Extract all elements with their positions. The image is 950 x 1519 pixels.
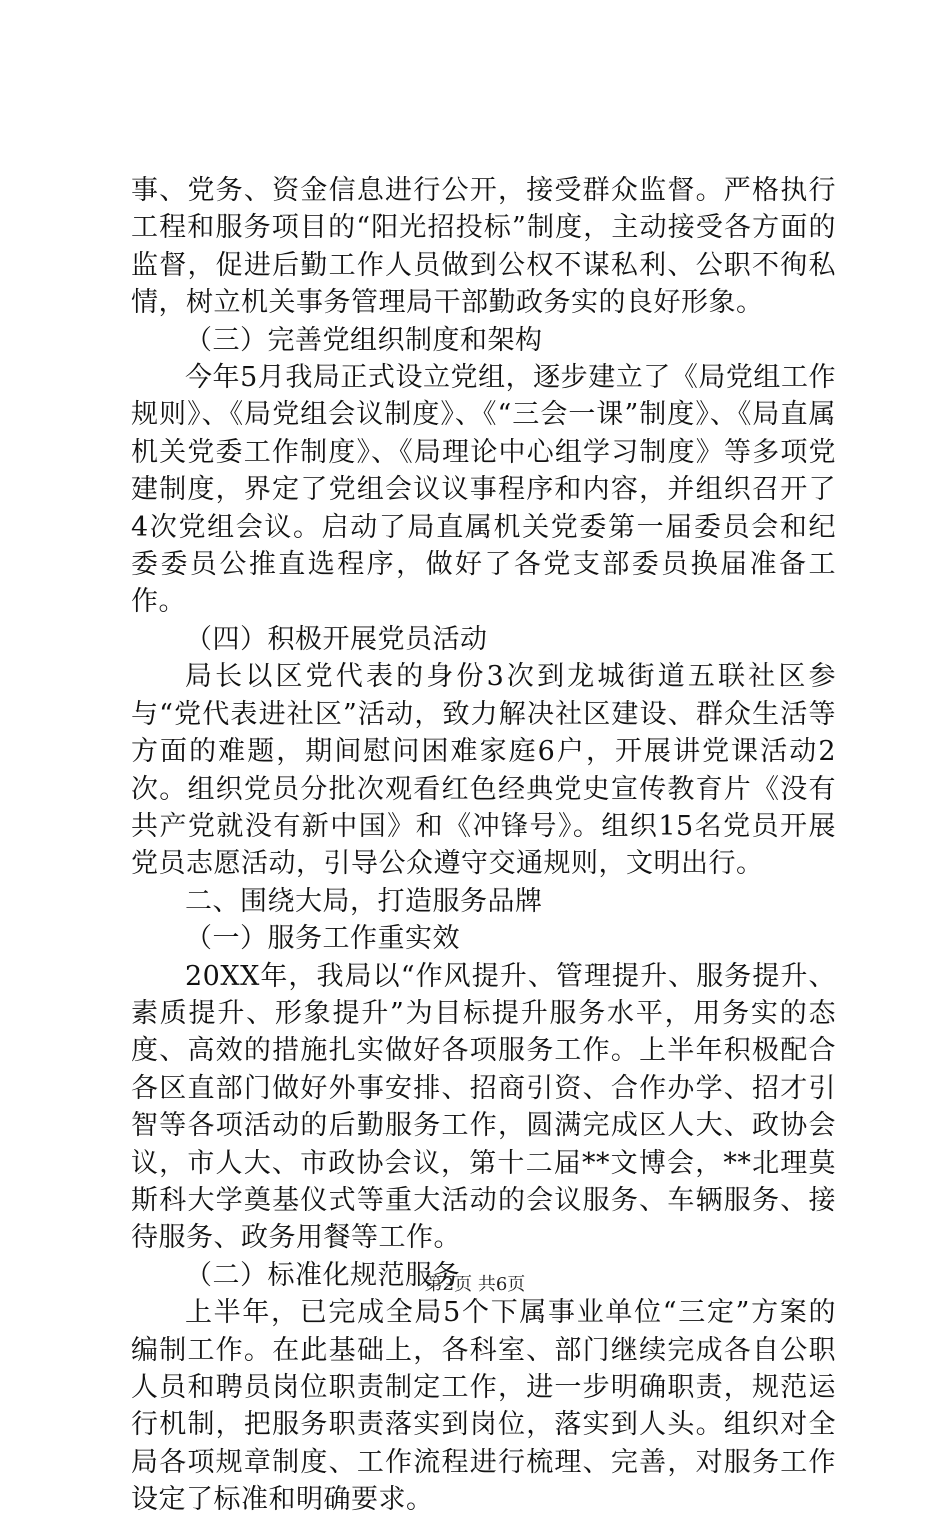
chapter-heading-2: 二、围绕大局，打造服务品牌	[185, 885, 543, 917]
paragraph-3: 局长以区党代表的身份3次到龙城街道五联社区参与“党代表进社区”活动，致力解决社区建设、群众生活等方面的难题，期间慰问困难家庭6户，开展讲党课活动2次。组织党员分批次观看红色经典党史宣传教育片《没有共产党就没有新中国》和《冲锋号》。组织15名党员开展党员志愿活动，引导公众遵守交通规则，文明出行。	[131, 661, 836, 880]
section-heading-2: （二）标准化规范服务	[185, 1259, 460, 1291]
paragraph-5: 上半年，已完成全局5个下属事业单位“三定”方案的编制工作。在此基础上，各科室、部门继续完成各自公职人员和聘员岗位职责制定工作，进一步明确职责，规范运行机制，把服务职责落实到岗位，落实到人头。组织对全局各项规章制度、工作流程进行梳理、完善，对服务工作设定了标准和明确要求。	[131, 1297, 836, 1516]
paragraph-4: 20XX年，我局以“作风提升、管理提升、服务提升、素质提升、形象提升”为目标提升服务水平，用务实的态度、高效的措施扎实做好各项服务工作。上半年积极配合各区直部门做好外事安排、招商引资、合作办学、招才引智等各项活动的后勤服务工作，圆满完成区人大、政协会议，市人大、市政协会议，第十二届**文博会，**北理莫斯科大学奠基仪式等重大活动的会议服务、车辆服务、接待服务、政务用餐等工作。	[131, 960, 836, 1254]
paragraph-1: 事、党务、资金信息进行公开，接受群众监督。严格执行工程和服务项目的“阳光招投标”制度，主动接受各方面的监督，促进后勤工作人员做到公权不谋私利、公职不徇私情，树立机关事务管理局干部勤政务实的良好形象。	[131, 175, 836, 319]
paragraph-2: 今年5月我局正式设立党组，逐步建立了《局党组工作规则》、《局党组会议制度》、《“三会一课”制度》、《局直属机关党委工作制度》、《局理论中心组学习制度》等多项党建制度，界定了党组会议议事程序和内容，并组织召开了4次党组会议。启动了局直属机关党委第一届委员会和纪委委员公推直选程序，做好了各党支部委员换届准备工作。	[131, 362, 836, 618]
section-heading-4: （四）积极开展党员活动	[185, 623, 488, 655]
document-body	[131, 172, 836, 1519]
section-heading-1: （一）服务工作重实效	[185, 923, 460, 955]
page-footer: 第2页 共6页	[424, 1274, 526, 1295]
section-heading-3: （三）完善党组织制度和架构	[185, 324, 543, 356]
